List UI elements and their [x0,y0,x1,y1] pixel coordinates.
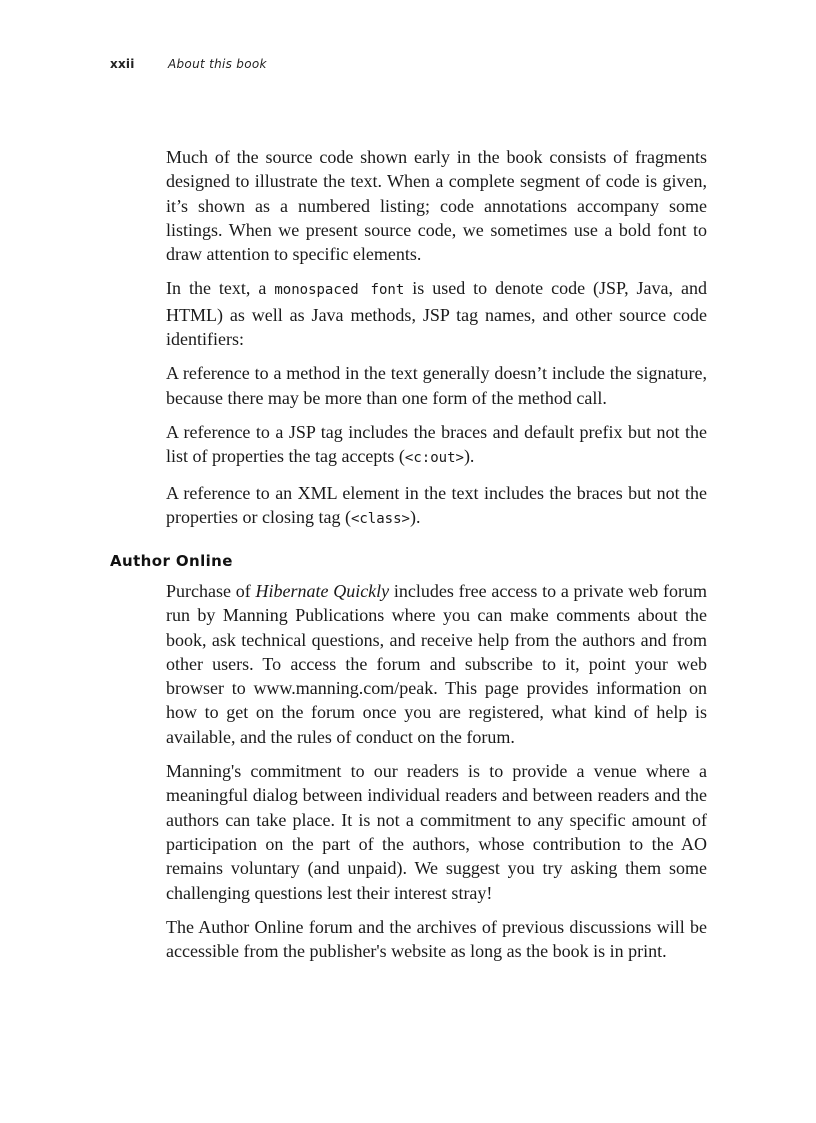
paragraph-text: In the text, a [166,278,275,299]
paragraph-text: Much of the source code shown early in the book consists of fragments designed to illustrate the text. When a complete segment of code is given, it’s shown as a numbered listing; code annotations accompany some listings. When we present source code, we sometimes use a bold font to draw attention to specific elements. [166,147,707,265]
section-heading: Author Online [110,552,233,570]
paragraph [166,361,707,410]
page-number: xxii [110,57,135,71]
paragraph [166,579,707,749]
running-head: About this book [168,57,267,71]
paragraph-text: Purchase of [166,581,256,601]
paragraph-text: Manning's commitment to our readers is to provide a venue where a meaningful dialog between individual readers and between readers and the authors can take place. It is not a commitment to any specific amount of participation on the part of the authors, whose contribution to the AO remains voluntary (and unpaid). We suggest you try asking them some challenging questions lest their interest stray! [166,761,707,903]
paragraph-text: A reference to an XML element in the text includes the braces but not the properties or closing tag ( [166,482,707,527]
page-header [110,57,267,75]
paragraph-text: A reference to a JSP tag includes the braces and default prefix but not the list of properties the tag accepts ( [166,421,707,467]
paragraph-text: The Author Online forum and the archives of previous discussions will be accessible from the publisher's website as long as the book is in print. [166,916,707,962]
paragraph [166,481,707,532]
inline-code: monospaced font [274,282,405,299]
paragraph [166,145,707,266]
paragraph-text: ). [409,506,421,527]
paragraph [166,915,707,964]
paragraph-text: A reference to a method in the text generally doesn’t include the signature, because there may be more than one form of the method call. [166,363,707,408]
inline-code: <c:out> [404,450,464,467]
paragraph-text: ). [463,446,475,467]
paragraph [166,759,707,905]
book-title: Hibernate Quickly [255,581,390,601]
paragraph [166,420,707,471]
conventions-section [166,145,707,541]
inline-code: <class> [350,510,410,527]
author-online-section [166,579,707,973]
paragraph-text: is used to denote code (JSP, Java, and HTML) as well as Java methods, JSP tag names, and other source code identifiers: [166,278,707,350]
paragraph [166,276,707,351]
paragraph-text: includes free access to a private web forum run by Manning Publications where you can make comments about the book, ask technical questions, and receive help from the authors and from other users. To access the forum and subscribe to it, point your web browser to www.manning.com/peak. This page provides information on how to get on the forum once you are registered, what kind of help is available, and the rules of conduct on the forum. [166,581,707,747]
